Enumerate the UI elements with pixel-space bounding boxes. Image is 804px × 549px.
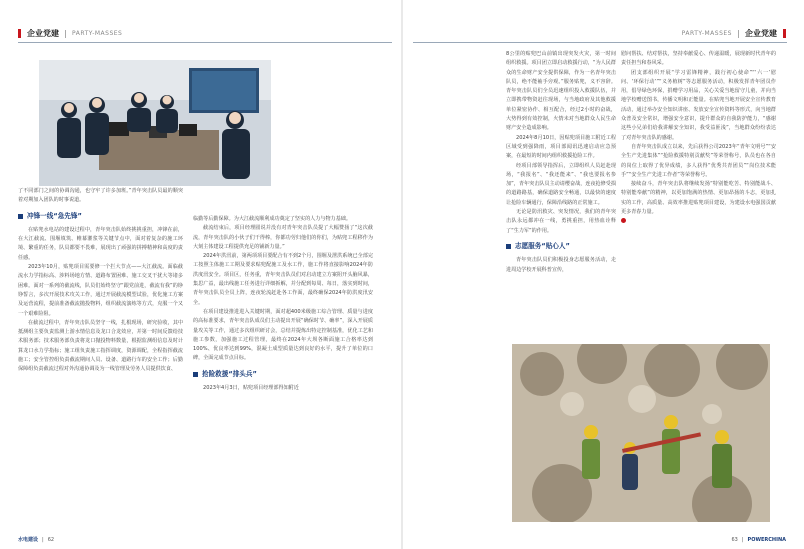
right-page-number: 63 xyxy=(731,537,738,543)
section-heading xyxy=(18,212,183,221)
footer-brand: POWERCHINA xyxy=(747,537,786,543)
left-column-2 xyxy=(193,215,373,393)
header-accent-bar xyxy=(18,29,21,38)
paragraph: 8公里的贴兜巴山前镇出现突发火灾，第一时间组织救援。项目团立即启动救援行动，“为人民群众的生命财产安全提供保障，作为一名青年突击队员，绝不能袖手旁观。”服务贴兜，义不容辞。青年突击队员们全员迅速组织投入救援队伍，并立即携带物资赶往现场，与当地政府及其他救援单位紧密协作、相互配合，经过2小时的奋战，大势得到有效控制，火情未对当地群众人民生命财产安全造成影响。 xyxy=(506,51,616,132)
right-header-title: 企业党建 xyxy=(745,29,777,38)
paragraph: 在截流过程中，青年突击队员坚守一线，扎根现场，研究验收，其中抵测组主要负责监测上游水情信息及龙口合龙效应，并第一时间反馈给技术服务部；技术服务部负责将龙口抛投物料数量，根据监测组信息及时计算龙口水力学指标；施工组负责施工指挥调度，资源调配，全程指挥截流施工；安全管控组负责截流期间人员、设备、道路行车的安全工作；后勤保障组负责截流过程对外沟通协调及为一线管理及劳务人员提供饮食、 xyxy=(18,319,183,373)
left-header-subtitle: PARTY-MASSES xyxy=(72,30,123,37)
paragraph: 2023年10月，贴兜项目需要修一个拦大节点——大江截流。面临截流水力学指标高、涉料场地方情、道路布置困难、施工交叉干扰大等诸多困难。面对一系列的截流线，队员们始终坚守“跟党前进，截流有我”的铮铮誓言，多次开展技术攻关工作，通过开展截流模型试验，优化施工方案及运营流程，提前准备截流抛投物料，组织截流演练等方式，克服一个又一个艰难险阻。 xyxy=(18,264,183,317)
footer-separator: | xyxy=(42,536,44,543)
section-heading xyxy=(506,242,616,251)
right-column-1 xyxy=(506,50,616,275)
paragraph: 截流结束后，项目经理圆说并没有对青年突击队员提了大幅赞扬了“这次截流，青年突击队的小伙子们干得棒，你都功劳归他们的你们，为贴兜工程移作为大刻主体建设工程提供充足的铺新力量。” xyxy=(193,225,373,250)
paragraph: 经项目部领导指挥后，立即组织人员赶赴现场，“我报名”、“我还能来”、“我也要报名参加”，青年突击队员主动请缨奋战，连夜抢修受损的道路路基，确保道路安全畅通，以最快的速度让抢险车辆通行，保障沿线路的正常施工。 xyxy=(506,162,616,206)
left-header-rule xyxy=(18,42,392,43)
right-header xyxy=(682,28,786,39)
right-header-subtitle: PARTY-MASSES xyxy=(681,30,732,37)
paragraph: 青年突击队员们积极投身志愿服务活动，走进周边学校开展科普宣传， xyxy=(506,257,616,273)
header-separator xyxy=(65,30,66,38)
paragraph: 2024年8月10日，因贴兜项目施工附近工程区域受到强降雨，项目部闻讯迅速启动应急预案，在最短的时间内组织救援抢险工作。 xyxy=(506,134,616,160)
paragraph: 自青年突击队成立以来，先后获得公司2023年“青年文明号”“安全生产先进集体”“抢险救援特别贡献奖”等荣誉称号，队员也在各自的岗位上取得了优异成绩，多人获得“优秀共青团员”“岗位技术能手”“安全生产先进工作者”等荣誉称号。 xyxy=(621,143,776,178)
section-heading xyxy=(193,370,373,379)
section-bullet-icon xyxy=(506,244,511,249)
end-mark-icon xyxy=(621,218,626,223)
section-bullet-icon xyxy=(18,214,23,219)
right-column-2 xyxy=(621,50,776,227)
right-header-rule xyxy=(413,42,787,43)
left-header-title: 企业党建 xyxy=(27,29,59,38)
paragraph: 团支部组织开展“学习雷锋精神，践行初心使命”“‘六一’慰问、‘环保行动’”“义务植树”等志愿服务活动，积极发挥青年团员作用，倡导绿色环保，捐赠学习用品，关心关爱当地留守儿童，并向当地学校赠送图书，传播文明和正能量。在贴兜当地开展安全宣传教育活动，通过举办安全知识讲座、发放安全宣传资料等形式，向当地群众普及安全常识，增强安全意识，提升群众的自我防护能力，“感谢这些小兄弟们给我讲解安全知识，我受益匪浅”，当地群众纷纷表达了对青年突击队的感谢。 xyxy=(621,69,776,141)
paragraph: 在项目建设推进进入关键时期，面对超400米级施工综合管理、质量与进度的高标准要求，青年突击队成员们主动提出开展“确保时节、确率”，深入开展质量攻关等工作，通过多次组织研讨会，总结并提炼出特定控制基准，优化工艺和施工参数，加强施工过程管理，最终在2024年大坝各断面施工合格率达到100%、优良率达到99%，混凝土成型质量达到良好的水平，提升了单位的口碑，全面完成节点目标。 xyxy=(193,308,373,362)
meeting-photo-illustration xyxy=(39,60,271,186)
left-footer xyxy=(18,536,54,543)
footer-separator: | xyxy=(741,537,744,543)
section-bullet-icon xyxy=(193,372,198,377)
rescue-photo-illustration xyxy=(512,344,770,522)
left-header xyxy=(18,28,122,39)
paragraph: 临勤等后勤保障。为大江截流顺利成功奠定了坚实的人力与物力基础。 xyxy=(193,216,351,222)
left-column-1 xyxy=(18,187,183,375)
paragraph: 2024年洪汛前，第两项项目要配合有不到2个月，围堰及泄洪系统已全部完工按照主体施工工期及要求贴兜配施工及水工作，施工作将直接影响2024年防洪度汛安全。项目区，任务重，青年突击队员们对启动建立方案阻开头脑风暴，集思广益，最出线施工任务进行详细拆解，并分配到每周、每日，落实到时间，青年突击队员全员上阵，连夜轮流赶赴各工作面，最终确保2024年防洪度汛安全。 xyxy=(193,253,373,306)
paragraph: 在贴兜水电站的建设过程中，青年突击队始终挑挑重担，冲锋在前，在大江截流、围堰填筑、帷幕灌浆等关键节点中，面对着复杂的施工环境、繁重的任务，队员都要不畏难，展现出了顽强的拼搏精神和高度的责任感。 xyxy=(18,226,183,261)
paragraph: 无论是防汛救灾、突发情况，我们的青年突击队永远都冲在一线，勇挑重担，用热血诠释了“生力军”的作用。 xyxy=(506,209,616,234)
left-page-number: 62 xyxy=(47,536,55,543)
rescue-photo xyxy=(512,344,770,522)
section-title-volunteer: 志愿服务“贴心人” xyxy=(515,241,570,250)
section-title-charge: 冲锋一线“急先锋” xyxy=(27,211,82,220)
left-page xyxy=(0,0,401,549)
footer-magazine-name: 水电建设 xyxy=(18,537,39,543)
paragraph: 慰问帮扶、结对帮扶，坚持奉献爱心、传递温暖，展现新时代青年的责任担当和春风采。 xyxy=(621,51,776,67)
paragraph: 2023年4月3日，贴兜项目经理部得知附近 xyxy=(203,385,299,392)
paragraph: 接续奋斗，青年突击队将继续发扬“特别能吃苦、特别能战斗、特别能奉献”的精神，以更加饱满的热情、更加昂扬的斗志，更加扎实的工作，高质量、高效率推进贴兜项目建设，为建设水电强国贡献更多青春力量。 xyxy=(621,181,776,216)
section-title-rescue: 抢险救援“排头兵” xyxy=(202,369,257,378)
paragraph: 了不同部门之间的协调沟通，也守牢了许多加班。”青年突击队员最的顺突着对期加入团队的时事说道。 xyxy=(18,188,183,204)
header-separator xyxy=(738,30,739,38)
right-footer xyxy=(731,537,786,543)
header-accent-bar xyxy=(783,29,786,38)
meeting-photo xyxy=(39,60,271,186)
